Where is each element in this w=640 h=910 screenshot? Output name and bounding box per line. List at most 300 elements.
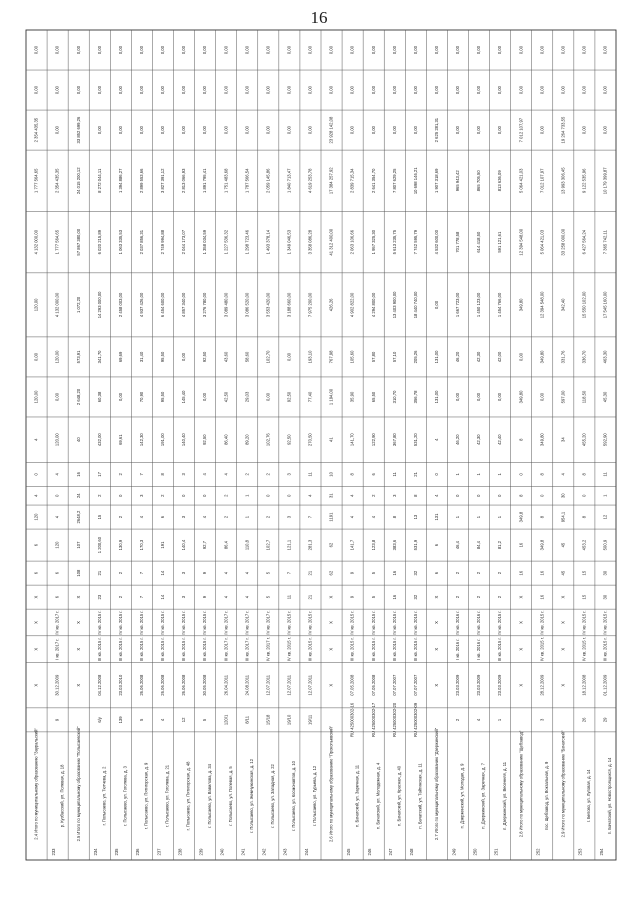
table-cell: 7 xyxy=(139,473,145,476)
row-address: пос. Щебзавод, ул. Вокзальная, д. 9 xyxy=(543,761,549,831)
group-row-cell: 19 264 733,55 xyxy=(560,116,566,144)
table-cell: RU 425000302-17 xyxy=(370,702,376,738)
table-cell: 46,4 xyxy=(455,541,461,550)
table-cell: 77,40 xyxy=(307,391,313,403)
table-cell: 23.03.2010 xyxy=(117,674,123,696)
table-cell: 5 xyxy=(370,571,376,575)
table-cell: 4 619 253,78 xyxy=(307,168,313,194)
table-cell: IV кв. 2015 г. xyxy=(412,610,418,635)
table-cell: 0,00 xyxy=(455,45,461,55)
group-row-cell: 0,00 xyxy=(434,85,440,95)
row-number: 251 xyxy=(493,848,499,856)
table-cell: III кв. 2015 г. xyxy=(497,637,503,662)
table-cell: 5 xyxy=(265,595,271,599)
table-cell: 1 200,60 xyxy=(96,536,102,554)
group-row-cell: X xyxy=(33,647,39,651)
group-row-cell: 0 xyxy=(434,473,440,476)
table-cell: 4 xyxy=(370,515,376,519)
group-row-cell: 120 xyxy=(33,513,39,521)
table-cell: 0,00 xyxy=(54,45,60,55)
table-cell: 130,9 xyxy=(117,539,123,551)
table-cell: 9 xyxy=(349,571,355,575)
table-cell: 0,00 xyxy=(160,126,166,135)
row-address: п. Бачатский, ул. Тайгинская, д. 11 xyxy=(417,763,423,829)
group-row-cell: 2 648,20 xyxy=(75,388,81,406)
table-cell: 1 xyxy=(244,515,250,519)
table-cell: 1 751 483,68 xyxy=(223,168,229,194)
group-row-cell: 1 907 318,69 xyxy=(434,168,440,194)
table-cell: 84,4 xyxy=(476,541,482,550)
table-cell: 0 xyxy=(497,494,503,497)
table-cell: 0,00 xyxy=(160,45,166,55)
table-cell: 0,00 xyxy=(96,85,102,95)
group-row-cell: 5 064 421,03 xyxy=(518,168,524,194)
table-cell: 2 063 106,66 xyxy=(349,229,355,255)
row-number: 239 xyxy=(198,848,204,856)
table-cell: 142,30 xyxy=(139,433,145,447)
table-cell: 92,50 xyxy=(286,434,292,445)
table-cell: IV кв. 2016 г. xyxy=(455,610,461,635)
group-row-label: 2.4 Итого по муниципальному образованию "Зауральский" xyxy=(33,728,39,840)
table-cell: IV кв. 2015 г. xyxy=(96,610,102,635)
group-row-cell: 342,40 xyxy=(560,298,566,312)
table-cell: 17 545 160,00 xyxy=(602,291,608,319)
table-cell: IV кв. 2015 г. xyxy=(539,610,545,635)
table-cell: 3 xyxy=(391,494,397,497)
row-address: п. Дзержинский, ул. Заречная, д. 7 xyxy=(480,763,486,829)
group-row-cell: 16 xyxy=(518,570,524,576)
table-cell: 0,00 xyxy=(391,45,397,55)
table-cell: 0 xyxy=(455,494,461,497)
table-cell: 4 xyxy=(349,515,355,519)
row-number: 237 xyxy=(156,848,162,856)
table-cell: 0,00 xyxy=(412,126,418,135)
page-number: 16 xyxy=(310,8,328,27)
group-row-cell: 6 xyxy=(33,543,39,547)
table-cell: 0,00 xyxy=(581,85,587,95)
group-row-cell: 24 015 200,12 xyxy=(75,167,81,195)
table-cell: 21 xyxy=(412,472,418,477)
table-cell: 120/1 xyxy=(223,714,229,726)
group-row-label: 2.9 Итого по муниципальному образованию "Бачатский" xyxy=(560,730,566,838)
table-cell: 30 xyxy=(602,570,608,576)
group-row-cell: 6 xyxy=(434,543,440,547)
table-cell: 5 xyxy=(202,718,208,722)
table-cell: 42,50 xyxy=(223,391,229,403)
table-cell: 0,00 xyxy=(54,392,60,402)
group-row-cell: 2 625 281,31 xyxy=(434,117,440,143)
table-cell: 453,2 xyxy=(581,539,587,551)
table-cell: 2 xyxy=(455,571,461,575)
table-cell: 1 xyxy=(602,494,608,497)
table-cell: 120,00 xyxy=(54,433,60,447)
table-cell: 57,10 xyxy=(391,351,397,363)
table-cell: 1 891 795,41 xyxy=(202,168,208,194)
table-cell: 07.05.2008 xyxy=(370,674,376,696)
table-cell: 13 403 900,00 xyxy=(391,291,397,319)
group-row-cell: 7 012 107,97 xyxy=(518,117,524,143)
table-cell: 12 xyxy=(602,514,608,520)
table-cell: 11 xyxy=(391,472,397,477)
table-cell: 0 xyxy=(581,494,587,497)
table-cell: 0,00 xyxy=(202,85,208,95)
table-cell: 04.12.2008 xyxy=(96,674,102,696)
table-cell: 0,00 xyxy=(349,85,355,95)
group-row-cell: 0 xyxy=(33,473,39,476)
table-cell: 89,20 xyxy=(244,434,250,445)
table-cell: 8/11 xyxy=(244,715,250,724)
table-cell: 1 298 723,46 xyxy=(244,229,250,255)
group-row-cell: 57 867 380,00 xyxy=(75,228,81,256)
table-cell: 193,10 xyxy=(307,350,313,364)
table-cell: 10 179 399,87 xyxy=(602,167,608,195)
table-cell: 4 xyxy=(223,571,229,575)
table-cell: 57,80 xyxy=(370,351,376,363)
table-cell: 30.12.2009 xyxy=(54,674,60,696)
table-cell: 26 xyxy=(581,717,587,723)
table-cell: 26.06.2008 xyxy=(139,674,145,696)
table-cell: 13 xyxy=(412,514,418,520)
row-address: п. Дзержинский, ул. Весенняя, д. 11 xyxy=(501,762,507,830)
table-cell: 14 293 000,00 xyxy=(96,291,102,319)
table-cell: I кв. 2016 г. xyxy=(476,638,482,660)
table-cell: 0,00 xyxy=(286,352,292,362)
table-cell: 2 xyxy=(117,515,123,519)
table-cell: III кв. 2015 г. xyxy=(602,637,608,662)
table-cell: 7 975 200,00 xyxy=(307,292,313,318)
table-cell: 4 937 426,00 xyxy=(139,292,145,318)
table-cell: 139 xyxy=(117,716,123,724)
group-row-cell: 954,1 xyxy=(560,511,566,523)
group-row-cell: 767,98 xyxy=(328,350,334,364)
table-cell: 8 xyxy=(349,473,355,476)
table-cell: 31,40 xyxy=(139,351,145,363)
table-cell: RU 425000302-16 xyxy=(349,702,355,738)
row-number: 236 xyxy=(135,848,141,856)
table-cell: 8 xyxy=(160,473,166,476)
table-cell: 4 xyxy=(223,473,229,476)
row-number: 243 xyxy=(282,848,288,856)
table-cell: 4 xyxy=(202,473,208,476)
table-cell: 3 827 391,12 xyxy=(160,168,166,194)
table-cell: 141,7 xyxy=(349,539,355,551)
row-address: п. Дзержинский, ул. Молодая, д. 9 xyxy=(459,763,465,829)
table-cell: 69,61 xyxy=(117,434,123,445)
group-row-cell: X xyxy=(560,683,566,687)
table-cell: 0,00 xyxy=(54,85,60,95)
table-cell: 0,00 xyxy=(286,126,292,135)
table-cell: 2 xyxy=(96,494,102,497)
group-row-cell: 573,91 xyxy=(75,350,81,364)
table-cell: 3 xyxy=(539,718,545,722)
table-cell: III кв. 2015 г. xyxy=(160,637,166,662)
group-row-cell: 33 852 699,26 xyxy=(75,116,81,144)
table-cell: 120,00 xyxy=(54,350,60,364)
group-row-cell: 0,00 xyxy=(328,45,334,55)
table-cell: 2 xyxy=(160,494,166,497)
group-row-cell: 0,00 xyxy=(560,85,566,95)
group-row-cell: 23 928 142,08 xyxy=(328,116,334,144)
table-cell: 145,40 xyxy=(181,390,187,404)
table-cell: 42,30 xyxy=(476,434,482,445)
table-cell: 15 xyxy=(581,570,587,576)
table-cell: 10 698 146,21 xyxy=(412,167,418,195)
table-cell: 0,00 xyxy=(455,126,461,135)
table-cell: 9 xyxy=(202,571,208,575)
table-cell: 32 xyxy=(412,570,418,576)
table-cell: 170,3 xyxy=(139,539,145,551)
table-cell: 17 xyxy=(96,472,102,477)
table-cell: I кв. 2016 г. xyxy=(455,638,461,660)
row-number: 252 xyxy=(535,848,541,856)
table-cell: 0,00 xyxy=(181,85,187,95)
table-cell: 1 358 034,59 xyxy=(202,229,208,255)
table-cell: 8 xyxy=(581,515,587,519)
group-row-cell: 34 xyxy=(560,437,566,442)
table-cell: 1 777 564,65 xyxy=(54,229,60,255)
group-row-cell: X xyxy=(75,595,81,599)
group-row-cell: 0,00 xyxy=(33,85,39,95)
table-cell: 310,70 xyxy=(391,390,397,404)
group-row-cell: 4 xyxy=(434,494,440,497)
table-cell: IV кв. 2016 г. xyxy=(476,610,482,635)
table-cell: 118,50 xyxy=(581,390,587,404)
group-row-label: 2.6 Итого по муниципальному образованию "Прокопьевский" xyxy=(328,725,334,842)
table-cell: 29,03 xyxy=(244,391,250,403)
row-number: 235 xyxy=(114,848,120,856)
group-row-cell: 120,00 xyxy=(33,390,39,404)
table-cell: 140,4 xyxy=(181,539,187,551)
table-cell: IV кв. 2017 г. xyxy=(244,610,250,635)
table-cell: 0,00 xyxy=(160,85,166,95)
table-cell: 0,00 xyxy=(497,45,503,55)
table-cell: 122,90 xyxy=(370,433,376,447)
group-row-cell: X xyxy=(434,647,440,651)
table-cell: 0,00 xyxy=(181,45,187,55)
group-row-cell: 120,00 xyxy=(33,298,39,312)
table-cell: 0,00 xyxy=(349,45,355,55)
table-cell: 2 813 066,93 xyxy=(181,168,187,194)
group-row-cell: 4 xyxy=(33,494,39,497)
row-address: г. Полысаево, ул. Вавилова, д. 34 xyxy=(206,764,212,828)
table-cell: IV кв. 2017 г. xyxy=(54,610,60,635)
table-cell: 45,30 xyxy=(602,391,608,403)
table-cell: 701 778,58 xyxy=(455,231,461,253)
table-cell: 0,00 xyxy=(539,392,545,402)
table-cell: III кв. 2017 г. xyxy=(223,637,229,662)
table-cell: 1 xyxy=(455,473,461,476)
table-cell: 30 xyxy=(602,594,608,600)
row-number: 233 xyxy=(50,848,56,856)
table-cell: 1 493 378,14 xyxy=(265,229,271,255)
group-row-cell: 107 xyxy=(75,541,81,549)
table-cell: 12 394 548,00 xyxy=(539,291,545,319)
group-row-cell: 331,76 xyxy=(560,350,566,364)
table-cell: 0,00 xyxy=(244,126,250,135)
table-cell: 0,00 xyxy=(202,126,208,135)
row-number: 250 xyxy=(472,848,478,856)
table-cell: 0,00 xyxy=(391,85,397,95)
table-cell: III кв. 2015 г. xyxy=(202,637,208,662)
row-number: 246 xyxy=(366,848,372,856)
table-cell: 7 xyxy=(307,515,313,519)
table-cell: IV кв. 2015 г. xyxy=(497,610,503,635)
table-cell: 2 641 354,70 xyxy=(370,168,376,194)
table-cell: 0,00 xyxy=(581,45,587,55)
table-cell: III кв. 2015 г. xyxy=(412,637,418,662)
group-row-cell: X xyxy=(328,683,334,687)
table-cell: 0,00 xyxy=(370,85,376,95)
table-cell: 0,00 xyxy=(244,45,250,55)
group-row-cell: X xyxy=(560,647,566,651)
table-cell: 0,00 xyxy=(307,126,313,135)
table-cell: 1 xyxy=(476,473,482,476)
table-cell: 341,70 xyxy=(96,350,102,364)
table-cell: 0,00 xyxy=(223,45,229,55)
group-row-cell: X xyxy=(434,621,440,624)
group-row-cell: 0,00 xyxy=(518,352,524,362)
table-cell: 0,00 xyxy=(265,45,271,55)
table-cell: 2 839 715,34 xyxy=(349,168,355,194)
group-row-cell: 10 xyxy=(328,472,334,477)
table-cell: 2 xyxy=(370,494,376,497)
group-row-cell: 33 258 000,00 xyxy=(560,228,566,256)
table-cell: 9 xyxy=(54,718,60,722)
table-cell: III кв. 2015 г. xyxy=(96,637,102,662)
table-cell: 1 xyxy=(497,473,503,476)
table-cell: 0,00 xyxy=(139,85,145,95)
table-cell: IV кв. 2015 г. xyxy=(370,610,376,635)
table-cell: 0,00 xyxy=(96,45,102,55)
group-row-cell: 1191 xyxy=(328,512,334,522)
table-cell: 0,00 xyxy=(223,85,229,95)
table-cell: 2 xyxy=(455,595,461,599)
table-cell: 2 458 003,00 xyxy=(117,292,123,318)
table-cell: 2 xyxy=(117,473,123,476)
table-cell: 965 943,42 xyxy=(455,170,461,192)
group-row-cell: 0,00 xyxy=(33,45,39,55)
table-cell: 1 450 123,00 xyxy=(476,292,482,318)
group-row-label: 2.7 Итого по муниципальному образованию "Дзержинский" xyxy=(433,727,439,841)
group-row-cell: 0,00 xyxy=(518,45,524,55)
table-cell: 0,00 xyxy=(286,45,292,55)
table-cell: III кв. 2015 г. xyxy=(349,637,355,662)
table-cell: 0,00 xyxy=(581,126,587,135)
table-cell: 1 394 886,27 xyxy=(117,168,123,194)
group-row-cell: X xyxy=(518,595,524,599)
table-cell: 2 059 145,86 xyxy=(265,168,271,194)
table-cell: 0,00 xyxy=(202,392,208,402)
table-cell: 191,00 xyxy=(160,433,166,447)
row-address: г. Полысаево, ул. Западная, д. 22 xyxy=(270,764,276,828)
table-cell: 3 xyxy=(181,515,187,519)
table-cell: 43,60 xyxy=(223,351,229,363)
table-cell: 0,00 xyxy=(117,392,123,402)
table-cell: 21 xyxy=(307,594,313,600)
table-cell: 6/у xyxy=(96,717,102,723)
table-cell: 0,00 xyxy=(117,45,123,55)
table-cell: IV кв. 2017 г. xyxy=(265,610,271,635)
table-cell: 2 xyxy=(497,595,503,599)
table-cell: 4 xyxy=(139,515,145,519)
row-number: 238 xyxy=(177,848,183,856)
table-cell: 9 xyxy=(202,595,208,599)
group-row-cell: 16 xyxy=(75,472,81,477)
table-cell: 3 xyxy=(286,473,292,476)
table-cell: 0 xyxy=(181,494,187,497)
group-row-cell: 45 xyxy=(560,542,566,548)
table-cell: 0,00 xyxy=(139,126,145,135)
table-cell: 21 xyxy=(96,570,102,576)
table-cell: 2 xyxy=(117,595,123,599)
row-address: г. Полысаево, ул. Полевая, д. 5 xyxy=(227,766,233,826)
table-cell: 4 xyxy=(160,718,166,722)
row-number: 247 xyxy=(388,848,394,856)
table-cell: III кв. 2015 г. xyxy=(181,637,187,662)
table-cell: 0,00 xyxy=(202,45,208,55)
table-cell: 2 xyxy=(265,515,271,519)
table-cell: 0,00 xyxy=(349,126,355,135)
table-cell: 367,80 xyxy=(391,433,397,447)
table-cell: 23.03.2009 xyxy=(455,674,461,696)
table-cell: 86,40 xyxy=(223,434,229,445)
group-row-cell: 4 532 600,00 xyxy=(434,229,440,255)
table-cell: 2 xyxy=(497,571,503,575)
table-cell: 0,00 xyxy=(602,45,608,55)
table-cell: 141,70 xyxy=(349,433,355,447)
group-row-cell: 0,00 xyxy=(33,352,39,362)
group-row-cell: 8 xyxy=(518,494,524,497)
group-row-cell: 0,00 xyxy=(75,85,81,95)
table-cell: 18.12.2008 xyxy=(581,674,587,696)
table-cell: 81,2 xyxy=(497,541,503,550)
row-number: 254 xyxy=(598,848,604,856)
table-cell: 21 xyxy=(307,570,313,576)
table-cell: 01.12.2009 xyxy=(602,674,608,696)
table-cell: IV кв. 2015 г. xyxy=(602,610,608,635)
table-cell: 0,00 xyxy=(117,126,123,135)
table-cell: 86,4 xyxy=(223,541,229,550)
group-row-cell: X xyxy=(75,683,81,687)
table-cell: 42,00 xyxy=(497,351,503,363)
table-cell: 24.08.2011 xyxy=(244,674,250,696)
table-cell: 591 121,61 xyxy=(497,231,503,253)
table-cell: III кв. 2015 г. xyxy=(391,637,397,662)
group-row-cell: X xyxy=(33,683,39,687)
table-cell: III кв. 2015 г. xyxy=(117,637,123,662)
table-cell: 102,70 xyxy=(265,350,271,364)
table-cell: 205,26 xyxy=(412,350,418,364)
table-cell: 1 787 566,54 xyxy=(244,168,250,194)
table-cell: 7 xyxy=(139,595,145,599)
table-cell: 531,20 xyxy=(412,433,418,447)
group-row-cell: 24 xyxy=(75,493,81,499)
table-cell: 92,50 xyxy=(202,351,208,363)
table-cell: IV кв. 2015 г. xyxy=(286,610,292,635)
group-row-cell: 12 394 548,00 xyxy=(518,228,524,256)
table-cell: 42,30 xyxy=(476,351,482,363)
table-cell: 4 xyxy=(307,494,313,497)
group-row-cell: X xyxy=(518,647,524,651)
table-cell: IV кв. 2015 г. xyxy=(181,610,187,635)
group-row-cell: 349,80 xyxy=(518,390,524,404)
table-cell: 7 xyxy=(139,571,145,575)
table-cell: 70,90 xyxy=(139,391,145,403)
group-row-cell: X xyxy=(434,683,440,687)
table-cell: 0 xyxy=(54,494,60,497)
table-cell: 19/10 xyxy=(286,714,292,726)
table-cell: 349,80 xyxy=(539,433,545,447)
